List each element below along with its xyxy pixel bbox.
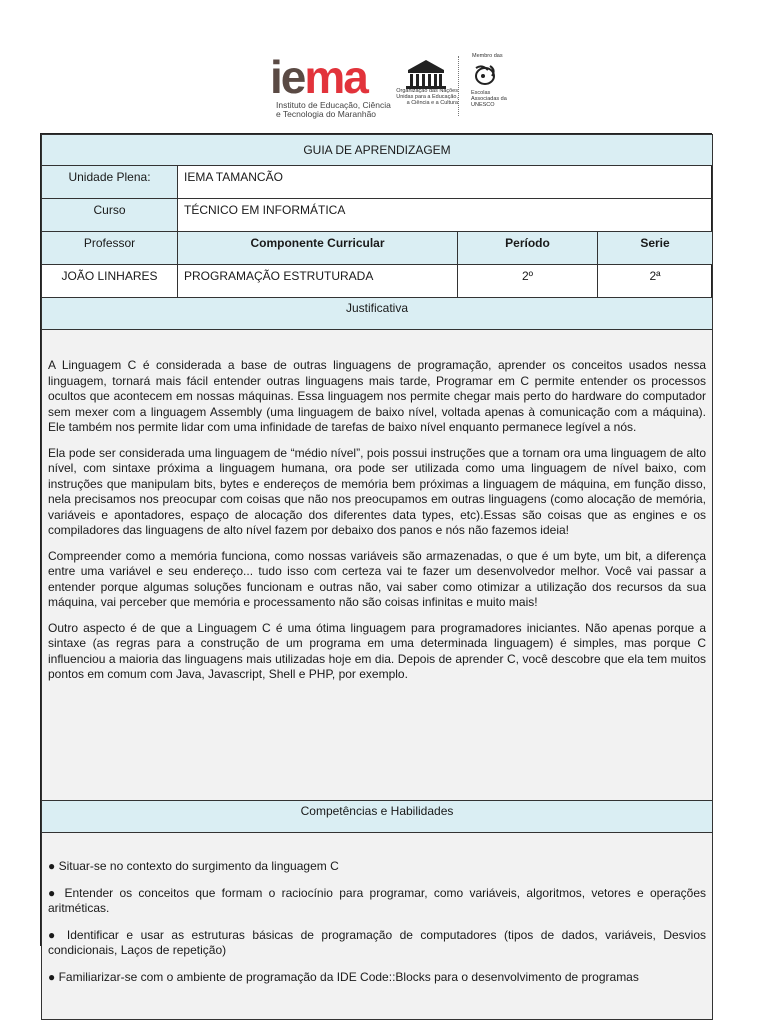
member-label: Membro das [472,53,503,59]
member-text: Escolas Associadas da UNESCO [471,90,507,108]
periodo-value: 2º [458,265,598,298]
competencia-item: ● Familiarizar-se com o ambiente de programação da IDE Code::Blocks para o desenvolvimento de programas [48,969,639,984]
serie-header: Serie [598,232,713,265]
learning-guide-document [40,133,712,984]
logo-divider [458,56,459,116]
justificativa-paragraph: Outro aspecto é de que a Linguagem C é uma ótima linguagem para programadores iniciantes. Não apenas porque a sintaxe (as regras para a construção de um programa em uma determinada linguagem) é simples, mas porque C influenciou a maioria das linguagens mais utilizadas hoje em dia. Depois de aprender C, você descobre que ela tem muitos pontos em comum com Java, Javascript, Shell e PHP, por exemplo. [48,620,706,681]
serie-value: 2ª [598,265,713,298]
professor-value: JOÃO LINHARES [42,265,178,298]
competencia-item: ● Situar-se no contexto do surgimento da linguagem C [48,859,339,873]
iema-wordmark-ma: ma [304,51,367,103]
iema-logo [270,51,391,120]
header-logos [0,0,768,130]
competencias-body [42,833,713,1020]
competencia-item: ● Entender os conceitos que formam o raciocínio para programar, como variáveis, algoritmos, vetores e operações aritméticas. [48,885,706,915]
justificativa-paragraph: A Linguagem C é considerada a base de outras linguagens de programação, aprender os conceitos usados nessa linguagem, tornará mais fácil entender outras linguagens mais tarde, Programar em C permite entender os processos ocultos que acontecem em nossas máquinas. Essa linguagem nos permite chegar mais perto do hardware do computador sem mexer com a linguagem Assembly (uma linguagem de baixo nível, voltada apenas à comunicação com a máquina). Ele também nos permite lidar com uma infinidade de tarefas de baixo nível enquanto permanece legível a nós. [48,358,706,434]
guide-title: GUIA DE APRENDIZAGEM [42,135,713,166]
iema-subtitle: Instituto de Educação, Ciência e Tecnologia do Maranhão [276,100,391,119]
unesco-text: Organização das Nações Unidas para a Educação, a Ciência e a Cultura [396,88,458,106]
unesco-temple-icon [396,56,456,118]
iema-wordmark [270,51,367,103]
periodo-header: Período [458,232,598,265]
competencias-header: Competências e Habilidades [42,801,713,833]
competencia-item: ● Identificar e usar as estruturas básicas de programação de computadores (tipos de dados, variáveis, Desvios condicionais, Laços de repetição) [48,927,706,957]
justificativa-paragraph: Compreender como a memória funciona, como nossas variáveis são armazenadas, o que é um byte, um bit, a diferença entre uma variável e seu endereço... tudo isso com certeza vai te fazer um desenvolvedor melhor. Você vai passar a entender porque algumas soluções funcionam e outras não, vai saber como otimizar a utilização dos recursos da sua máquina, vai perceber que memória e processamento não são coisas infinitas e muito mais! [48,548,706,609]
curso-label: Curso [42,199,178,232]
componente-header: Componente Curricular [178,232,458,265]
professor-header: Professor [42,232,178,265]
componente-value: PROGRAMAÇÃO ESTRUTURADA [178,265,458,298]
curso-value: TÉCNICO EM INFORMÁTICA [178,199,713,232]
justificativa-header: Justificativa [42,298,713,330]
iema-wordmark-ie: ie [270,51,305,103]
justificativa-body [42,330,713,801]
unidade-value: IEMA TAMANCÃO [178,166,713,199]
justificativa-paragraph: Ela pode ser considerada uma linguagem de “médio nível”, pois possui instruções que a tornam ora uma linguagem de alto nível, com sintaxe próxima a linguagem humana, ora pode ser utilizada como uma linguagem de nível baixo, com instruções que manipulam bits, bytes e endereços de memória bem próximas a linguagem de máquina, em função disso, nela precisamos nos preocupar com coisas que não nos preocupamos em outras linguagens (como alocação de memória, variáveis e apontadores, espaço de alocação dos diferentes data types, etc).Essas são coisas que as engines e os compiladores das linguagens de alto nível fazem por debaixo dos panos e nós não fazemos ideia! [48,445,706,537]
unidade-label: Unidade Plena: [42,166,178,199]
unesco-schools-icon [470,62,500,88]
learning-guide-table [41,134,713,1020]
